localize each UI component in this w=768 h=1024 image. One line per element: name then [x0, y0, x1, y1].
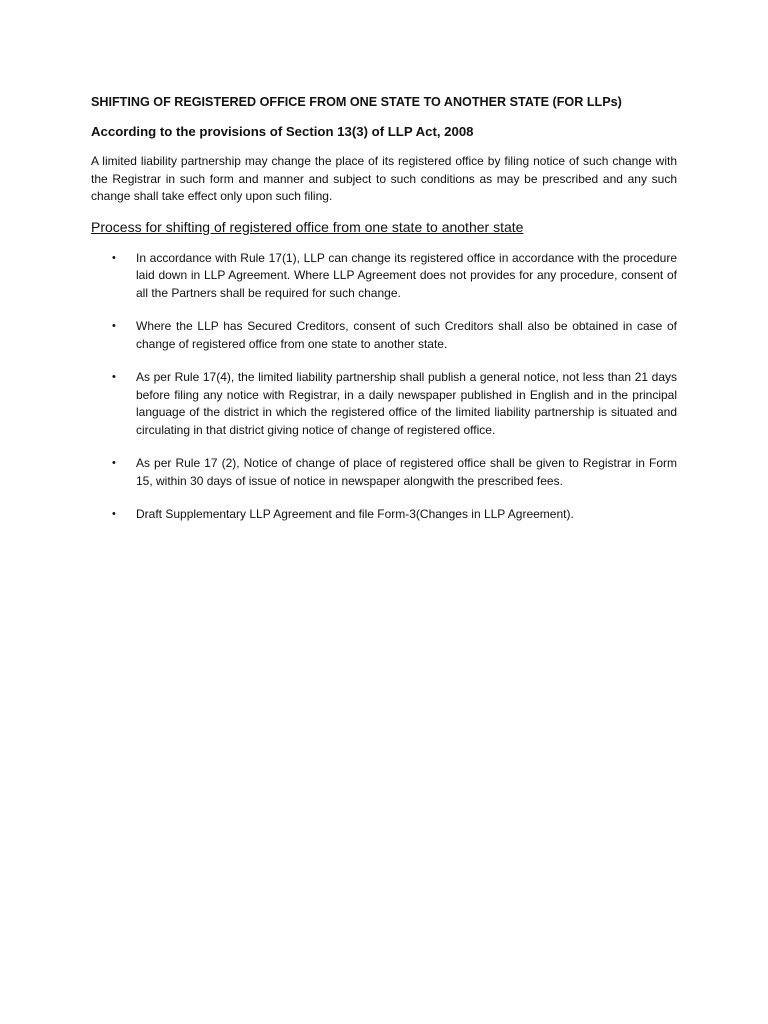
document-title: SHIFTING OF REGISTERED OFFICE FROM ONE STATE TO ANOTHER STATE (FOR LLPs) — [91, 95, 622, 109]
list-item-text: Draft Supplementary LLP Agreement and file Form-3(Changes in LLP Agreement). — [136, 507, 574, 521]
list-item — [91, 455, 677, 490]
bullet-icon: • — [112, 508, 116, 520]
list-item — [91, 369, 677, 439]
list-item-text: Where the LLP has Secured Creditors, consent of such Creditors shall also be obtained in case of change of registered office from one state to another state. — [136, 319, 677, 351]
list-item-text: As per Rule 17 (2), Notice of change of place of registered office shall be given to Registrar in Form 15, within 30 days of issue of notice in newspaper alongwith the prescribed fees. — [136, 456, 677, 488]
process-heading: Process for shifting of registered office from one state to another state — [91, 218, 524, 235]
bullet-icon: • — [112, 320, 116, 332]
list-item — [91, 318, 677, 353]
document-subtitle: According to the provisions of Section 13(3) of LLP Act, 2008 — [91, 124, 474, 139]
bullet-icon: • — [112, 251, 116, 264]
list-item — [91, 506, 677, 524]
list-item-text: As per Rule 17(4), the limited liability partnership shall publish a general notice, not less than 21 days before filing any notice with Registrar, in a daily newspaper published in English and in the principal language of the district in which the registered office of the limited liability partnership is situated and circulating in that district giving notice of change of registered office. — [136, 370, 677, 437]
list-item — [91, 250, 677, 303]
bullet-icon: • — [112, 371, 116, 383]
list-item-text: In accordance with Rule 17(1), LLP can change its registered office in accordance with the procedure laid down in LLP Agreement. Where LLP Agreement does not provides for any procedure, consent of all the Partners shall be required for such change. — [136, 250, 677, 300]
bullet-icon: • — [112, 457, 116, 469]
intro-paragraph: A limited liability partnership may change the place of its registered office by filing notice of such change with the Registrar in such form and manner and subject to such conditions as may be prescribed and any such change shall take effect only upon such filing. — [91, 154, 677, 203]
process-steps-list — [91, 250, 677, 524]
